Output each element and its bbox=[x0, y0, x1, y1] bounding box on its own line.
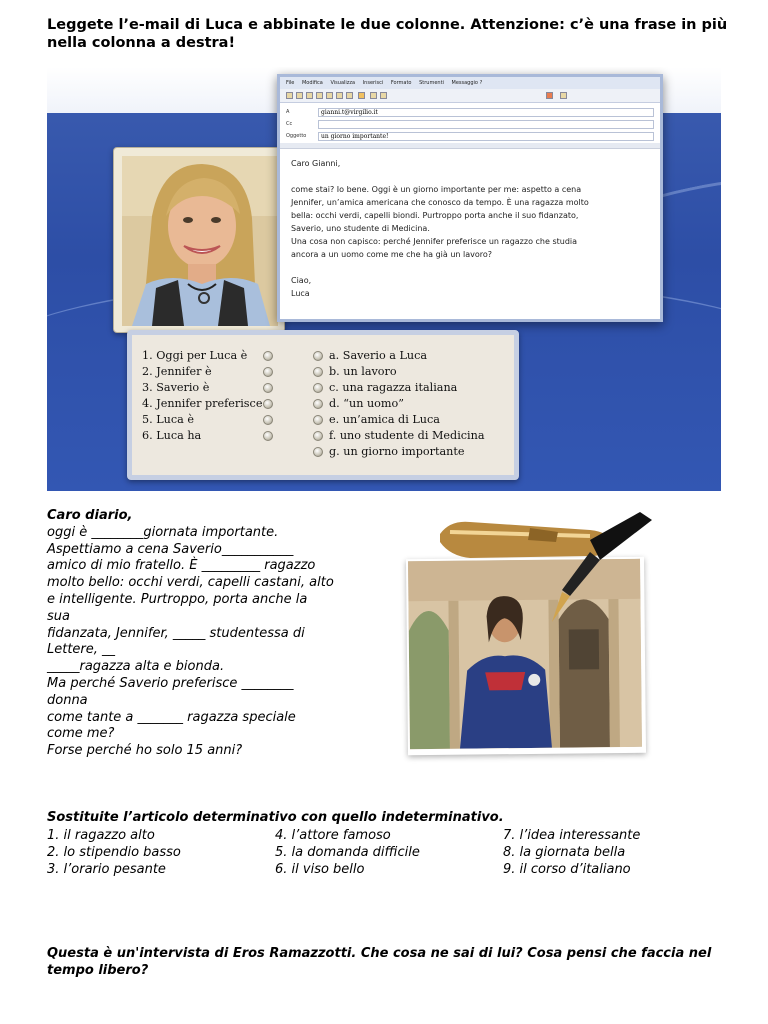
diary-text bbox=[47, 508, 367, 760]
paste-icon[interactable] bbox=[316, 92, 323, 99]
left-item-text: 1. Oggi per Luca è bbox=[142, 349, 248, 362]
articles-column-1 bbox=[47, 827, 181, 878]
radio-button[interactable] bbox=[313, 383, 323, 393]
undo-icon[interactable] bbox=[326, 92, 333, 99]
to-label: A bbox=[286, 109, 290, 115]
cut-icon[interactable] bbox=[296, 92, 303, 99]
email-line: Saverio, uno studente di Medicina. bbox=[291, 224, 430, 233]
check-icon[interactable] bbox=[336, 92, 343, 99]
radio-button[interactable] bbox=[263, 351, 273, 361]
article-item: 8. la giornata bella bbox=[503, 845, 626, 860]
radio-button[interactable] bbox=[263, 431, 273, 441]
article-item: 7. l’idea interessante bbox=[503, 828, 641, 843]
article-item: 4. l’attore famoso bbox=[275, 828, 391, 843]
left-item-6 bbox=[142, 428, 262, 444]
right-item-text: g. un giorno importante bbox=[329, 445, 465, 458]
diary-line: Ma perché Saverio preferisce ________ bbox=[47, 675, 294, 691]
interview-question: Questa è un'intervista di Eros Ramazzotti. Che cosa ne sai di lui? Cosa pensi che faccia nel tempo libero? bbox=[47, 946, 712, 978]
exercise-instruction: Leggete l’e-mail di Luca e abbinate le due colonne. Attenzione: c’è una frase in più nella colonna a destra! bbox=[47, 17, 728, 51]
email-window bbox=[277, 74, 663, 322]
email-line: ancora a un uomo come me che ha già un lavoro? bbox=[291, 250, 493, 259]
sign-icon[interactable] bbox=[370, 92, 377, 99]
radio-button[interactable] bbox=[263, 383, 273, 393]
woman-photo bbox=[122, 156, 278, 326]
ruler bbox=[280, 143, 660, 149]
diary-line: come tante a _______ ragazza speciale bbox=[47, 709, 296, 725]
cc-label: Cc bbox=[286, 121, 293, 127]
photo-frame bbox=[113, 147, 285, 333]
send-icon[interactable] bbox=[286, 92, 293, 99]
article-item: 2. lo stipendio basso bbox=[47, 845, 181, 860]
subject-row bbox=[280, 131, 660, 143]
diary-line: amico di mio fratello. È _________ ragazzo bbox=[47, 558, 316, 574]
email-closing: Ciao, bbox=[291, 276, 312, 285]
email-line: bella: occhi verdi, capelli biondi. Purtroppo porta anche il suo fidanzato, bbox=[291, 211, 579, 220]
radio-button[interactable] bbox=[263, 367, 273, 377]
menu-item-file[interactable]: File bbox=[286, 80, 295, 86]
fountain-pen-icon bbox=[440, 510, 680, 630]
menu-item-messaggio[interactable]: Messaggio ? bbox=[451, 80, 483, 86]
left-item-4 bbox=[142, 396, 262, 412]
right-item-text: b. un lavoro bbox=[329, 365, 397, 378]
article-item: 9. il corso d’italiano bbox=[503, 862, 631, 877]
diary-title: Caro diario, bbox=[47, 508, 133, 523]
diary-line: e intelligente. Purtroppo, porta anche la bbox=[47, 591, 308, 607]
radio-button[interactable] bbox=[313, 399, 323, 409]
diary-line: Aspettiamo a cena Saverio___________ bbox=[47, 541, 294, 557]
email-signature: Luca bbox=[291, 289, 310, 298]
subject-field[interactable]: un giorno importante! bbox=[318, 132, 654, 141]
menu-item-visualizza[interactable]: Visualizza bbox=[330, 80, 356, 86]
radio-button[interactable] bbox=[313, 415, 323, 425]
left-item-text: 3. Saverio è bbox=[142, 381, 210, 394]
radio-button[interactable] bbox=[313, 351, 323, 361]
email-line: Jennifer, un’amica americana che conosco da tempo. È una ragazza molto bbox=[291, 198, 589, 207]
right-item-text: e. un’amica di Luca bbox=[329, 413, 440, 426]
diary-line: Forse perché ho solo 15 anni? bbox=[47, 743, 243, 759]
to-row bbox=[280, 107, 660, 119]
email-illustration bbox=[47, 67, 721, 491]
left-item-2 bbox=[142, 364, 262, 380]
article-item: 1. il ragazzo alto bbox=[47, 828, 155, 843]
menu-item-strumenti[interactable]: Strumenti bbox=[419, 80, 444, 86]
radio-button[interactable] bbox=[263, 415, 273, 425]
priority-icon[interactable] bbox=[358, 92, 365, 99]
diary-line: molto bello: occhi verdi, capelli castani, alto bbox=[47, 575, 334, 591]
email-greeting: Caro Gianni, bbox=[291, 159, 341, 168]
left-item-text: 6. Luca ha bbox=[142, 429, 202, 442]
radio-button[interactable] bbox=[313, 447, 323, 457]
right-item-text: f. uno studente di Medicina bbox=[329, 429, 485, 442]
left-item-text: 4. Jennifer preferisce bbox=[142, 397, 263, 410]
articles-instruction: Sostituite l’articolo determinativo con quello indeterminativo. bbox=[47, 810, 504, 825]
email-menu-bar bbox=[280, 77, 660, 89]
diary-line: donna bbox=[47, 692, 88, 708]
cc-row bbox=[280, 119, 660, 131]
encrypt-icon[interactable] bbox=[380, 92, 387, 99]
article-item: 3. l’orario pesante bbox=[47, 862, 166, 877]
left-item-3 bbox=[142, 380, 262, 396]
to-field[interactable]: gianni.t@virgilio.it bbox=[318, 108, 654, 117]
diary-line: come me? bbox=[47, 726, 115, 742]
diary-line: Lettere, __ bbox=[47, 642, 116, 658]
article-item: 5. la domanda difficile bbox=[275, 845, 420, 860]
email-line: Una cosa non capisco: perché Jennifer preferisce un ragazzo che studia bbox=[291, 237, 578, 246]
menu-item-formato[interactable]: Formato bbox=[390, 80, 412, 86]
articles-column-3 bbox=[503, 827, 640, 878]
matching-panel bbox=[127, 330, 519, 480]
cc-field[interactable] bbox=[318, 120, 654, 129]
left-item-text: 5. Luca è bbox=[142, 413, 194, 426]
left-item-text: 2. Jennifer è bbox=[142, 365, 212, 378]
email-line: come stai? Io bene. Oggi è un giorno importante per me: aspetto a cena bbox=[291, 185, 582, 194]
email-body[interactable] bbox=[291, 157, 659, 300]
radio-button[interactable] bbox=[263, 399, 273, 409]
right-item-text: d. “un uomo” bbox=[329, 397, 404, 410]
left-item-1 bbox=[142, 348, 262, 364]
email-toolbar bbox=[280, 89, 660, 103]
diary-line: sua bbox=[47, 608, 70, 624]
diary-line: _____ragazza alta e bionda. bbox=[47, 659, 225, 675]
menu-item-modifica[interactable]: Modifica bbox=[301, 80, 323, 86]
subject-label: Oggetto bbox=[286, 133, 307, 139]
diary-line: fidanzata, Jennifer, _____ studentessa di bbox=[47, 625, 305, 641]
copy-icon[interactable] bbox=[306, 92, 313, 99]
left-item-5 bbox=[142, 412, 262, 428]
radio-button[interactable] bbox=[313, 431, 323, 441]
left-column bbox=[142, 348, 262, 444]
articles-column-2 bbox=[275, 827, 420, 878]
article-item: 6. il viso bello bbox=[275, 862, 365, 877]
menu-item-inserisci[interactable]: Inserisci bbox=[362, 80, 384, 86]
attach-icon[interactable] bbox=[346, 92, 353, 99]
format-icon[interactable] bbox=[560, 92, 567, 99]
right-item-text: a. Saverio a Luca bbox=[329, 349, 428, 362]
diary-line: oggi è ________giornata importante. bbox=[47, 524, 279, 540]
right-item-text: c. una ragazza italiana bbox=[329, 381, 458, 394]
radio-button[interactable] bbox=[313, 367, 323, 377]
flag-icon[interactable] bbox=[546, 92, 553, 99]
